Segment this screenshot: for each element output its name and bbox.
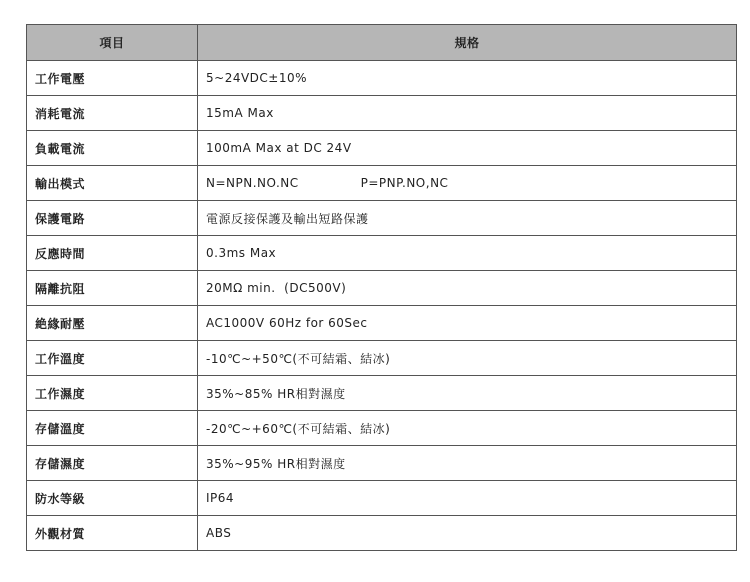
table-row: [27, 516, 737, 551]
table-row: [27, 271, 737, 306]
row-item: 絶緣耐壓: [27, 306, 198, 341]
spec-table: [26, 24, 737, 551]
table-row: [27, 201, 737, 236]
row-item: 防水等級: [27, 481, 198, 516]
table-row: [27, 341, 737, 376]
row-item: 工作濕度: [27, 376, 198, 411]
table-row: [27, 131, 737, 166]
header-item: 項目: [27, 25, 198, 61]
header-spec: 規格: [198, 25, 737, 61]
table-header-row: [27, 25, 737, 61]
row-spec: 0.3ms Max: [198, 236, 737, 271]
row-spec: ABS: [198, 516, 737, 551]
table-row: [27, 306, 737, 341]
table-row: [27, 166, 737, 201]
row-item: 隔離抗阻: [27, 271, 198, 306]
row-item: 外觀材質: [27, 516, 198, 551]
row-item: 存儲濕度: [27, 446, 198, 481]
row-spec: [198, 166, 737, 201]
row-item: 負載電流: [27, 131, 198, 166]
table-row: [27, 411, 737, 446]
row-item: 保護電路: [27, 201, 198, 236]
table-row: [27, 376, 737, 411]
row-spec: -20℃~+60℃(不可結霜、結冰): [198, 411, 737, 446]
table-row: [27, 96, 737, 131]
row-spec: 15mA Max: [198, 96, 737, 131]
table-row: [27, 481, 737, 516]
row-item: 消耗電流: [27, 96, 198, 131]
row-item: 工作溫度: [27, 341, 198, 376]
table-row: [27, 61, 737, 96]
row-item: 工作電壓: [27, 61, 198, 96]
row-spec: AC1000V 60Hz for 60Sec: [198, 306, 737, 341]
row-item: 輸出模式: [27, 166, 198, 201]
row-spec-npn: N=NPN.NO.NC: [206, 176, 299, 190]
row-spec: -10℃~+50℃(不可結霜、結冰): [198, 341, 737, 376]
row-spec: 35%~95% HR相對濕度: [198, 446, 737, 481]
table-row: [27, 236, 737, 271]
row-spec: 100mA Max at DC 24V: [198, 131, 737, 166]
row-item: 反應時間: [27, 236, 198, 271]
table-row: [27, 446, 737, 481]
row-spec: IP64: [198, 481, 737, 516]
row-spec: 35%~85% HR相對濕度: [198, 376, 737, 411]
row-spec: 5~24VDC±10%: [198, 61, 737, 96]
row-item: 存儲溫度: [27, 411, 198, 446]
row-spec: 20MΩ min. (DC500V): [198, 271, 737, 306]
row-spec-pnp: P=PNP.NO,NC: [360, 176, 449, 190]
row-spec: 電源反接保護及輸出短路保護: [198, 201, 737, 236]
